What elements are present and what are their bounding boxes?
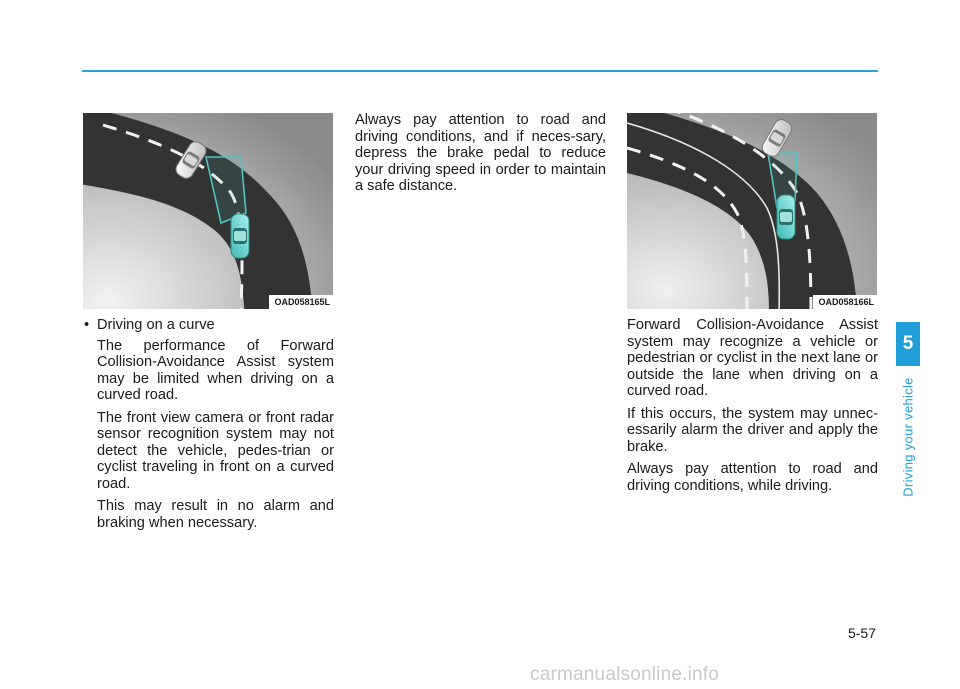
figure-code-left: OAD058165L	[269, 295, 333, 309]
curve-illustration	[83, 113, 333, 309]
paragraph-may-recognize-next-lane: Forward Collision-Avoidance Assist system may recognize a vehicle or pedestrian or cyclist in the next lane or outside the lane when driving on a curved road.	[627, 317, 878, 399]
curve-two-lane-illustration	[627, 113, 877, 309]
right-column	[627, 317, 878, 500]
paragraph-unnecessary-alarm: If this occurs, the system may unnec-essarily alarm the driver and apply the brake.	[627, 405, 878, 455]
page-number: 5-57	[847, 625, 876, 641]
watermark: carmanualsonline.info	[530, 664, 720, 685]
middle-column	[355, 112, 606, 201]
left-column	[83, 317, 334, 537]
header-rule	[82, 70, 878, 72]
figure-curve-same-lane	[83, 113, 333, 309]
chapter-title: Driving your vehicle	[900, 377, 916, 497]
figure-curve-next-lane	[627, 113, 877, 309]
chapter-number-tab: 5	[896, 322, 920, 366]
paragraph-pay-attention-driving: Always pay attention to road and driving conditions, while driving.	[627, 461, 878, 494]
paragraph-no-alarm: This may result in no alarm and braking when necessary.	[97, 498, 334, 531]
chapter-title-vertical	[896, 372, 920, 502]
left-column-body	[83, 338, 334, 532]
bullet-driving-on-curve: • Driving on a curve	[83, 317, 334, 334]
paragraph-may-not-detect: The front view camera or front radar sensor recognition system may not detect the vehicle, pedes-trian or cyclist traveling in front on a curved road.	[97, 409, 334, 492]
paragraph-performance-limited: The performance of Forward Collision-Avoidance Assist system may be limited when driving on a curved road.	[97, 337, 334, 403]
paragraph-pay-attention-brake: Always pay attention to road and driving conditions, and if neces-sary, depress the brake pedal to reduce your driving speed in order to maintain a safe distance.	[355, 112, 606, 194]
figure-code-right: OAD058166L	[813, 295, 877, 309]
